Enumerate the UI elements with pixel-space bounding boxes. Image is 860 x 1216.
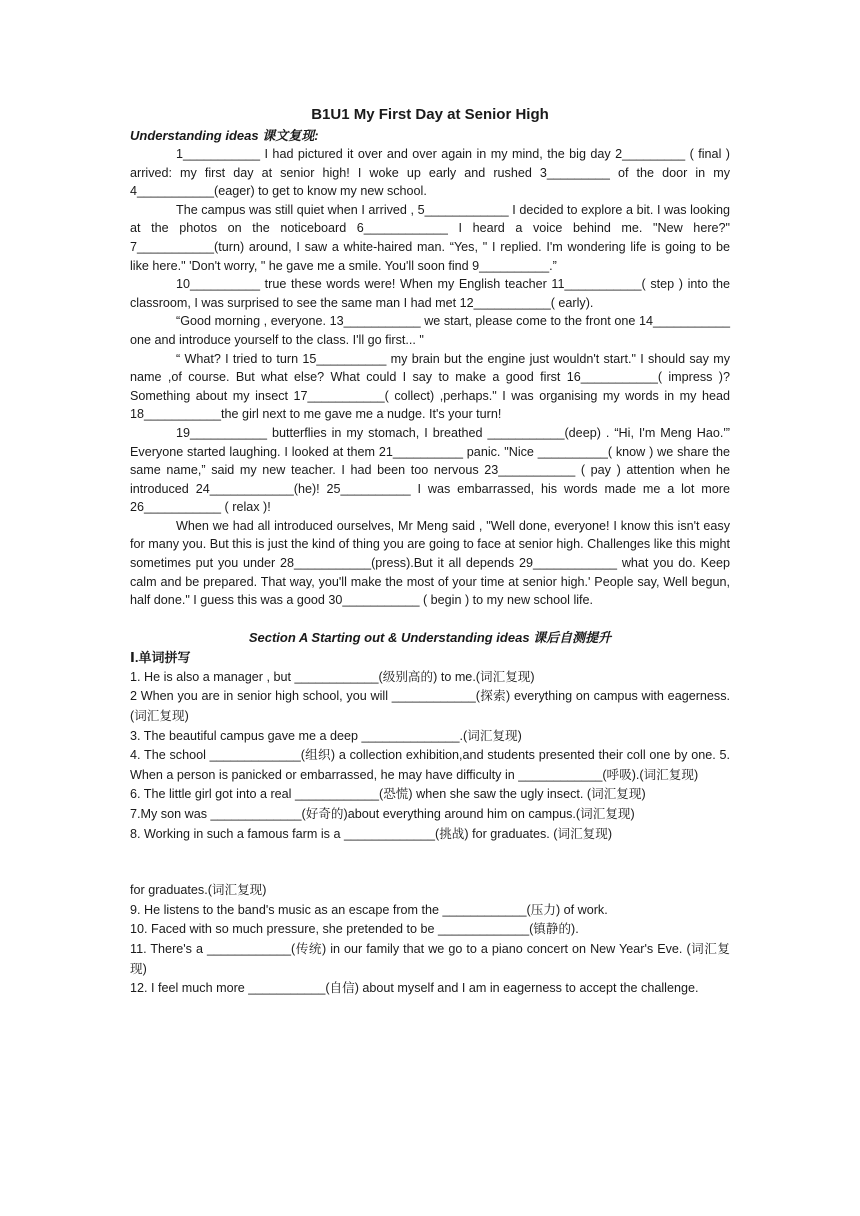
exercise-list <box>130 668 730 999</box>
understanding-ideas-label: Understanding ideas 课文复现: <box>130 128 319 143</box>
passage-paragraph-7: When we had all introduced ourselves, Mr Meng said , "Well done, everyone! I know this isn't easy for many you. But this is just the kind of thing you are going to face at senior high. Challenges like this might sometimes put you under 28___________(press).But it all depends 29____________ what you do. Keep calm and be prepared. That way, you'll make the most of your time at senior high.' People say, Well begun, half done." I guess this was a good 30___________ ( begin ) to my new school life. <box>130 518 730 608</box>
exercise-item: 3. The beautiful campus gave me a deep ______________.(词汇复现) <box>130 728 522 743</box>
part-title: Ⅰ.单词拼写 <box>130 649 191 665</box>
exercise-item: 7.My son was _____________(好奇的)about everything around him on campus.(词汇复现) <box>130 807 635 821</box>
exercise-item: 9. He listens to the band's music as an escape from the ____________(压力) of work. <box>130 902 608 917</box>
exercise-item: 1. He is also a manager , but ____________(级别高的) to me.(词汇复现) <box>130 669 535 684</box>
exercise-item: 12. I feel much more ___________(自信) about myself and I am in eagerness to accept the challenge. <box>130 981 699 996</box>
exercise-item: 11. There's a ____________(传统) in our family that we go to a piano concert on New Year's Eve. (词汇复现) <box>130 941 730 976</box>
passage <box>130 145 730 610</box>
exercise-item: 2 When you are in senior high school, you will ____________(探索) everything on campus with eagerness. (词汇复现) <box>130 689 730 724</box>
exercise-item: 4. The school _____________(组织) a collection exhibition,and students presented their coll one by one. 5. When a person is panicked or embarrassed, he may have difficulty in ____________(呼吸).(词汇复现) <box>130 748 730 782</box>
exercise-item: 8. Working in such a famous farm is a _____________(挑战) for graduates. (词汇复现) <box>130 826 613 841</box>
document-title: B1U1 My First Day at Senior High <box>311 106 549 123</box>
passage-paragraph-2: The campus was still quiet when I arrived , 5____________ I decided to explore a bit. I was looking at the photos on the noticeboard 6____________ I heard a voice behind me. "New here?" 7___________(turn) around, I saw a white-haired man. “Yes, " I replied. I'm wondering life is going to be like here." 'Don't worry, " he gave me a smile. You'll soon find 9__________.” <box>130 202 730 273</box>
passage-paragraph-4: “Good morning , everyone. 13___________ we start, please come to the front one 14___________ one and introduce yourself to the class. I'll go first... " <box>130 314 730 347</box>
exercise-item: 6. The little girl got into a real ____________(恐慌) when she saw the ugly insect. (词汇复现) <box>130 787 646 802</box>
passage-paragraph-1: 1___________ I had pictured it over and over again in my mind, the big day 2_________ ( final ) arrived: my first day at senior high! I woke up early and rushed 3_________ of the door in my 4___________(eager) to get to know my new school. <box>130 147 730 199</box>
exercise-item-fragment: for graduates.(词汇复现) <box>130 883 267 898</box>
document-page <box>130 104 730 999</box>
exercise-item: 10. Faced with so much pressure, she pretended to be _____________(镇静的). <box>130 922 579 937</box>
passage-paragraph-6: 19___________ butterflies in my stomach, I breathed ___________(deep) . “Hi, I'm Meng Hao.'” Everyone started laughing. I looked at them 21__________ panic. "Nice __________( know ) we share the same name,” said my new teacher. I had been too nervous 23___________ ( pay ) attention when he introduced 24____________(he)! 25__________ I was embarrassed, his words made me a lot more 26___________ ( relax )! <box>130 425 730 515</box>
passage-paragraph-5: “ What? I tried to turn 15__________ my brain but the engine just wouldn't start." I should say my name ,of course. But what else? What could I say to make a good first 16___________( impress )? Something about my insect 17___________( collect) ,perhaps." I was organising my words in my head 18___________the girl next to me gave me a nudge. It's your turn! <box>130 351 730 422</box>
passage-paragraph-3: 10__________ true these words were! When my English teacher 11___________( step ) into the classroom, I was surprised to see the same man I had met 12___________( early). <box>130 277 730 310</box>
section-title: Section A Starting out & Understanding ideas 课后自测提升 <box>248 629 612 645</box>
